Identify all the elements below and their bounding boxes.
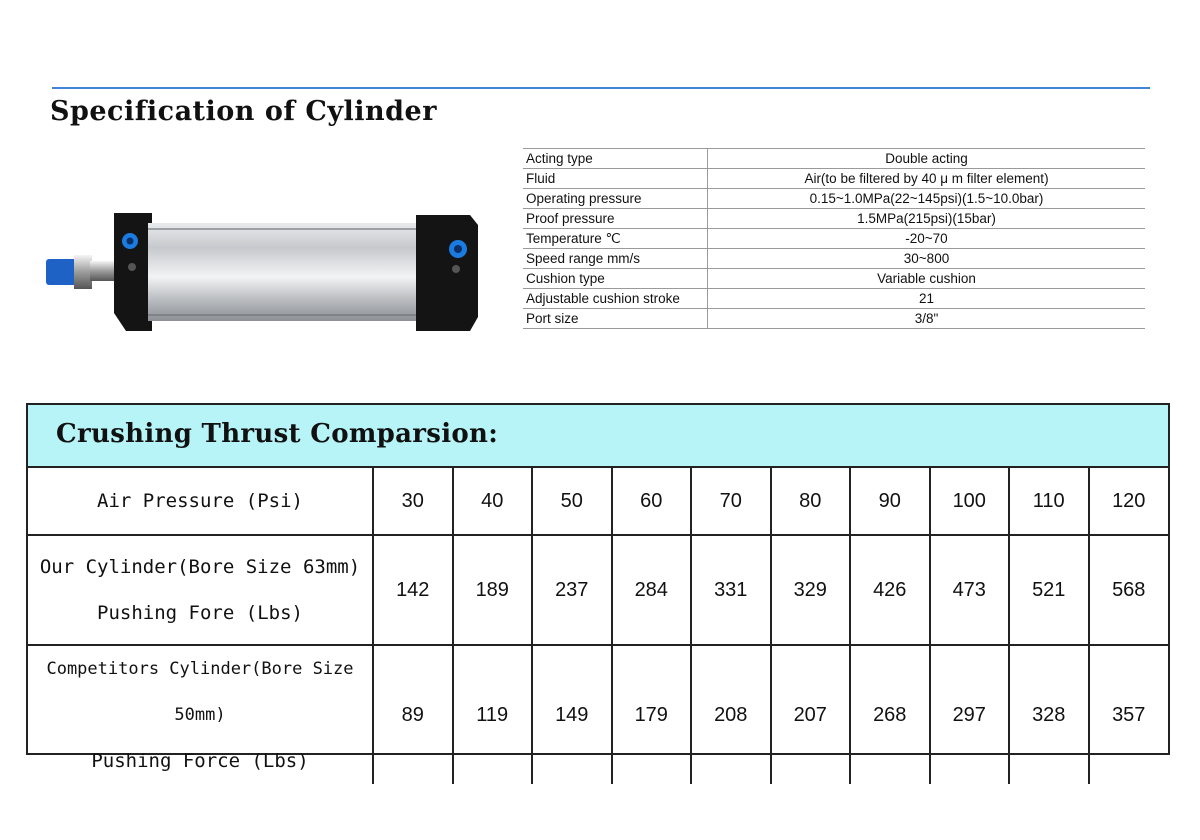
competitor-force-cell: 208 (691, 645, 771, 784)
thrust-comparison-panel (26, 403, 1170, 772)
top-rule (52, 87, 1150, 89)
table-row: Fluid Air(to be filtered by 40 μ m filter element) (523, 169, 1145, 189)
rod-nut (74, 255, 92, 289)
our-force-cell: 331 (691, 535, 771, 645)
barrel (148, 223, 448, 321)
rod-end-cap (46, 259, 78, 285)
competitor-force-cell: 119 (453, 645, 533, 784)
table-row: Speed range mm/s 30~800 (523, 249, 1145, 269)
our-cylinder-row (28, 535, 1168, 645)
table-row: Port size 3/8" (523, 309, 1145, 329)
table-row: Proof pressure 1.5MPa(215psi)(15bar) (523, 209, 1145, 229)
pressure-cell: 60 (612, 468, 692, 535)
our-cylinder-label: Our Cylinder(Bore Size 63mm) Pushing Fore (Lbs) (28, 535, 373, 645)
our-force-cell: 284 (612, 535, 692, 645)
comparison-header (28, 405, 1168, 468)
cylinder-image (40, 205, 490, 335)
table-row: Operating pressure 0.15~1.0MPa(22~145psi)(1.5~10.0bar) (523, 189, 1145, 209)
pressure-cell: 40 (453, 468, 533, 535)
front-end-block (114, 213, 152, 331)
table-row: Temperature ℃ -20~70 (523, 229, 1145, 249)
piston-rod (90, 261, 116, 281)
pressure-label: Air Pressure (Psi) (28, 468, 373, 535)
our-force-cell: 521 (1009, 535, 1089, 645)
competitor-force-cell: 89 (373, 645, 453, 784)
pressure-cell: 90 (850, 468, 930, 535)
pressure-cell: 100 (930, 468, 1010, 535)
our-force-cell: 426 (850, 535, 930, 645)
spec-table (523, 148, 1145, 329)
table-row: Acting type Double acting (523, 149, 1145, 169)
pressure-row (28, 468, 1168, 535)
pressure-cell: 120 (1089, 468, 1169, 535)
pressure-cell: 30 (373, 468, 453, 535)
competitor-force-cell: 268 (850, 645, 930, 784)
comparison-table (28, 468, 1168, 784)
pressure-cell: 70 (691, 468, 771, 535)
pressure-cell: 50 (532, 468, 612, 535)
competitor-cylinder-row (28, 645, 1168, 784)
competitor-force-cell: 357 (1089, 645, 1169, 784)
comparison-title: Crushing Thrust Comparsion: (56, 419, 499, 449)
rear-end-block (416, 215, 478, 331)
table-row: Cushion type Variable cushion (523, 269, 1145, 289)
competitor-force-cell: 179 (612, 645, 692, 784)
our-force-cell: 237 (532, 535, 612, 645)
our-force-cell: 473 (930, 535, 1010, 645)
our-force-cell: 329 (771, 535, 851, 645)
competitor-force-cell: 207 (771, 645, 851, 784)
competitor-force-cell: 297 (930, 645, 1010, 784)
our-force-cell: 142 (373, 535, 453, 645)
our-force-cell: 189 (453, 535, 533, 645)
competitor-cylinder-label: Competitors Cylinder(Bore Size 50mm) Pushing Force (Lbs) (28, 645, 373, 784)
pressure-cell: 80 (771, 468, 851, 535)
table-row: Adjustable cushion stroke 21 (523, 289, 1145, 309)
pressure-cell: 110 (1009, 468, 1089, 535)
spec-title: Specification of Cylinder (50, 96, 437, 127)
competitor-force-cell: 328 (1009, 645, 1089, 784)
our-force-cell: 568 (1089, 535, 1169, 645)
competitor-force-cell: 149 (532, 645, 612, 784)
